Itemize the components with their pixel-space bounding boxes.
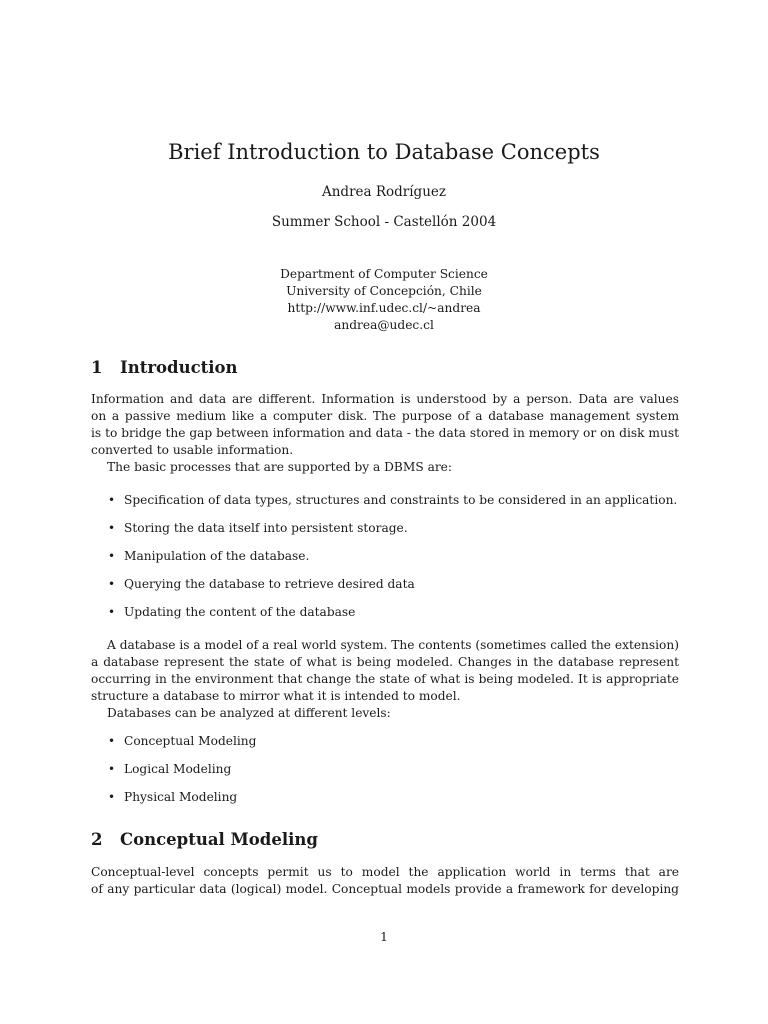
list-item: • Storing the data itself into persistent storage.	[108, 521, 408, 535]
text-line: Information and data are different. Information is understood by a person. Data are values	[91, 392, 679, 406]
section-heading-conceptual-modeling	[91, 829, 318, 851]
text-line: on a passive medium like a computer disk. The purpose of a database management system	[91, 409, 679, 423]
text-line: The basic processes that are supported by a DBMS are:	[107, 460, 452, 474]
database-model-paragraph	[91, 637, 679, 722]
intro-paragraph	[91, 391, 679, 476]
text-line: A database is a model of a real world system. The contents (sometimes called the extension)	[107, 638, 679, 652]
bullet-icon: •	[108, 762, 116, 776]
affiliation-block	[0, 266, 768, 334]
text-line: is to bridge the gap between information and data - the data stored in memory or on disk must	[91, 426, 679, 440]
bullet-icon: •	[108, 493, 116, 507]
bullet-icon: •	[108, 605, 116, 619]
bullet-icon: •	[108, 577, 116, 591]
bullet-icon: •	[108, 521, 116, 535]
text-line: converted to usable information.	[91, 443, 294, 457]
text-line: of any particular data (logical) model. Conceptual models provide a framework for developing	[91, 882, 679, 896]
author-name: Andrea Rodríguez	[321, 184, 446, 200]
email-address: andrea@udec.cl	[334, 318, 434, 332]
section-title: Conceptual Modeling	[120, 830, 318, 849]
list-item: • Manipulation of the database.	[108, 549, 310, 563]
text-line: Conceptual-level concepts permit us to model the application world in terms that are	[91, 865, 679, 879]
text-line: Databases can be analyzed at different levels:	[107, 706, 391, 720]
university: University of Concepción, Chile	[286, 284, 482, 298]
bullet-icon: •	[108, 734, 116, 748]
page-number: 1	[380, 930, 388, 944]
bullet-icon: •	[108, 790, 116, 804]
text-line: a database represent the state of what is being modeled. Changes in the database represent	[91, 655, 679, 669]
list-item: • Physical Modeling	[108, 790, 238, 804]
list-item: • Updating the content of the database	[108, 605, 356, 619]
bullet-icon: •	[108, 549, 116, 563]
conceptual-paragraph	[91, 864, 679, 898]
homepage-url: http://www.inf.udec.cl/~andrea	[287, 301, 481, 315]
list-item: • Conceptual Modeling	[108, 734, 257, 748]
section-heading-introduction	[91, 357, 238, 379]
department: Department of Computer Science	[280, 267, 488, 281]
section-number: 1	[91, 358, 103, 377]
event-name: Summer School - Castellón 2004	[271, 214, 497, 230]
section-title: Introduction	[120, 358, 238, 377]
list-item: • Querying the database to retrieve desired data	[108, 577, 415, 591]
list-item: • Logical Modeling	[108, 762, 232, 776]
section-number: 2	[91, 830, 103, 849]
list-item: • Specification of data types, structures and constraints to be considered in an application.	[108, 493, 678, 507]
text-line: occurring in the environment that change the state of what is being modeled. It is appropriate	[91, 672, 679, 686]
text-line: structure a database to mirror what it is intended to model.	[91, 689, 461, 703]
paper-title: Brief Introduction to Database Concepts	[168, 140, 600, 164]
